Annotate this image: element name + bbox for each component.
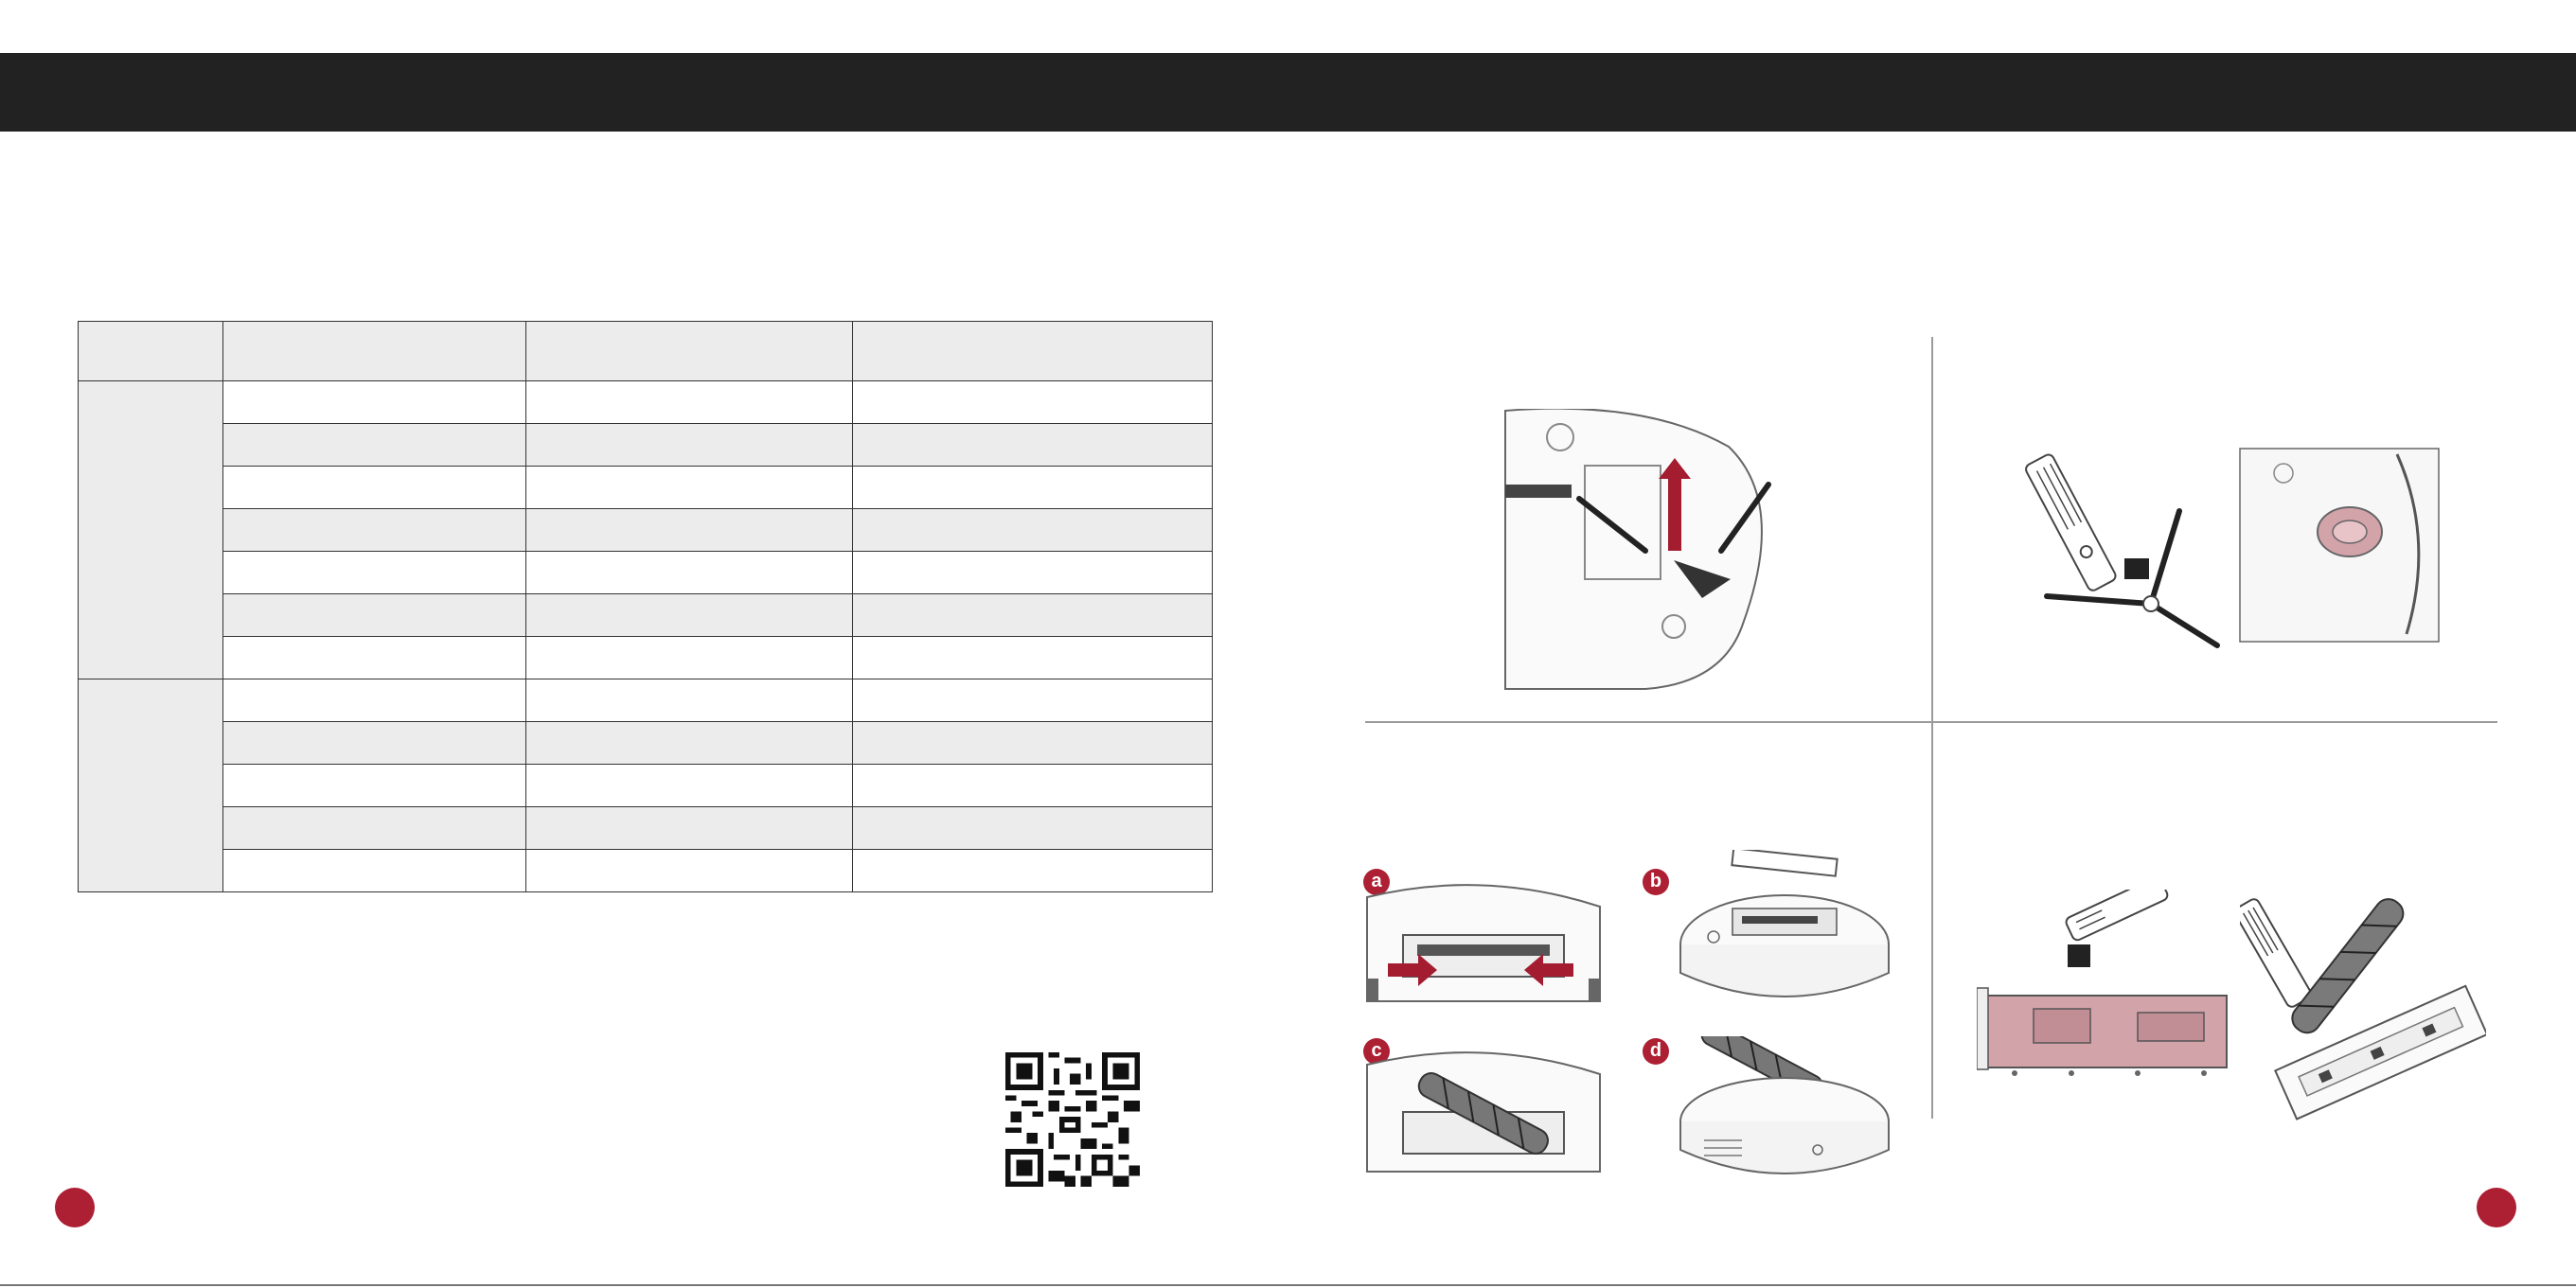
- step-badge-d: d: [1643, 1038, 1669, 1065]
- table-cell: [525, 467, 853, 509]
- page-number-badge: [55, 1188, 95, 1227]
- maintenance-table: [78, 321, 1213, 892]
- table-cell: [222, 679, 525, 722]
- panel-divider-vertical: [1931, 337, 1933, 1119]
- table-cell: [222, 381, 525, 424]
- table-cell: [525, 509, 853, 552]
- page-number-badge: [2477, 1188, 2516, 1227]
- side-brush-removal-illustration: [1503, 409, 1778, 693]
- table-row: [79, 509, 1213, 552]
- main-brush-step-d-illustration: [1676, 1036, 1893, 1188]
- table-cell: [853, 850, 1213, 892]
- table-cell: [853, 679, 1213, 722]
- table-row: [79, 765, 1213, 807]
- table-cell: [853, 807, 1213, 850]
- table-group-cell: [79, 679, 223, 892]
- table-cell: [525, 594, 853, 637]
- table-cell: [222, 765, 525, 807]
- table-group-cell: [79, 381, 223, 679]
- table-cell: [222, 552, 525, 594]
- qr-code-icon: [1005, 1052, 1140, 1187]
- table-header-row: [79, 322, 1213, 381]
- cleaning-tool-illustration: [2018, 445, 2530, 655]
- table-header-cell: [222, 322, 525, 381]
- table-cell: [222, 594, 525, 637]
- table-cell: [525, 850, 853, 892]
- table-cell: [525, 765, 853, 807]
- header-bar: [0, 53, 2576, 132]
- panel-divider-horizontal: [1365, 721, 2497, 723]
- table-cell: [853, 552, 1213, 594]
- table-row: [79, 424, 1213, 467]
- table-cell: [222, 850, 525, 892]
- table-cell: [222, 637, 525, 679]
- table-cell: [853, 381, 1213, 424]
- table-cell: [853, 424, 1213, 467]
- table-cell: [525, 381, 853, 424]
- step-badge-b: b: [1643, 869, 1669, 895]
- table-cell: [525, 807, 853, 850]
- table-cell: [853, 637, 1213, 679]
- table-cell: [525, 722, 853, 765]
- footer-line: [0, 1284, 2576, 1286]
- table-cell: [853, 467, 1213, 509]
- main-brush-step-b-illustration: [1676, 850, 1893, 1011]
- main-brush-cleaning-illustration: [2240, 893, 2486, 1120]
- main-brush-step-a-illustration: [1365, 878, 1602, 1003]
- table-row: [79, 637, 1213, 679]
- step-badge-a: a: [1363, 869, 1390, 895]
- table-cell: [853, 765, 1213, 807]
- table-row: [79, 467, 1213, 509]
- table-row: [79, 807, 1213, 850]
- table-header-cell: [853, 322, 1213, 381]
- table-row: [79, 722, 1213, 765]
- table-header-cell: [525, 322, 853, 381]
- table-cell: [853, 509, 1213, 552]
- table-cell: [222, 509, 525, 552]
- table-header-cell: [79, 322, 223, 381]
- table-cell: [525, 424, 853, 467]
- table-row: [79, 850, 1213, 892]
- table-cell: [525, 679, 853, 722]
- table-cell: [222, 722, 525, 765]
- table-row: [79, 381, 1213, 424]
- brush-cover-cleaning-illustration: [1977, 890, 2242, 1079]
- table-cell: [222, 424, 525, 467]
- table-cell: [525, 637, 853, 679]
- table-cell: [853, 722, 1213, 765]
- table-cell: [222, 467, 525, 509]
- table-row: [79, 594, 1213, 637]
- table-row: [79, 552, 1213, 594]
- main-brush-step-c-illustration: [1365, 1046, 1602, 1173]
- table-cell: [525, 552, 853, 594]
- table-row: [79, 679, 1213, 722]
- table-cell: [853, 594, 1213, 637]
- table-cell: [222, 807, 525, 850]
- step-badge-c: c: [1363, 1038, 1390, 1065]
